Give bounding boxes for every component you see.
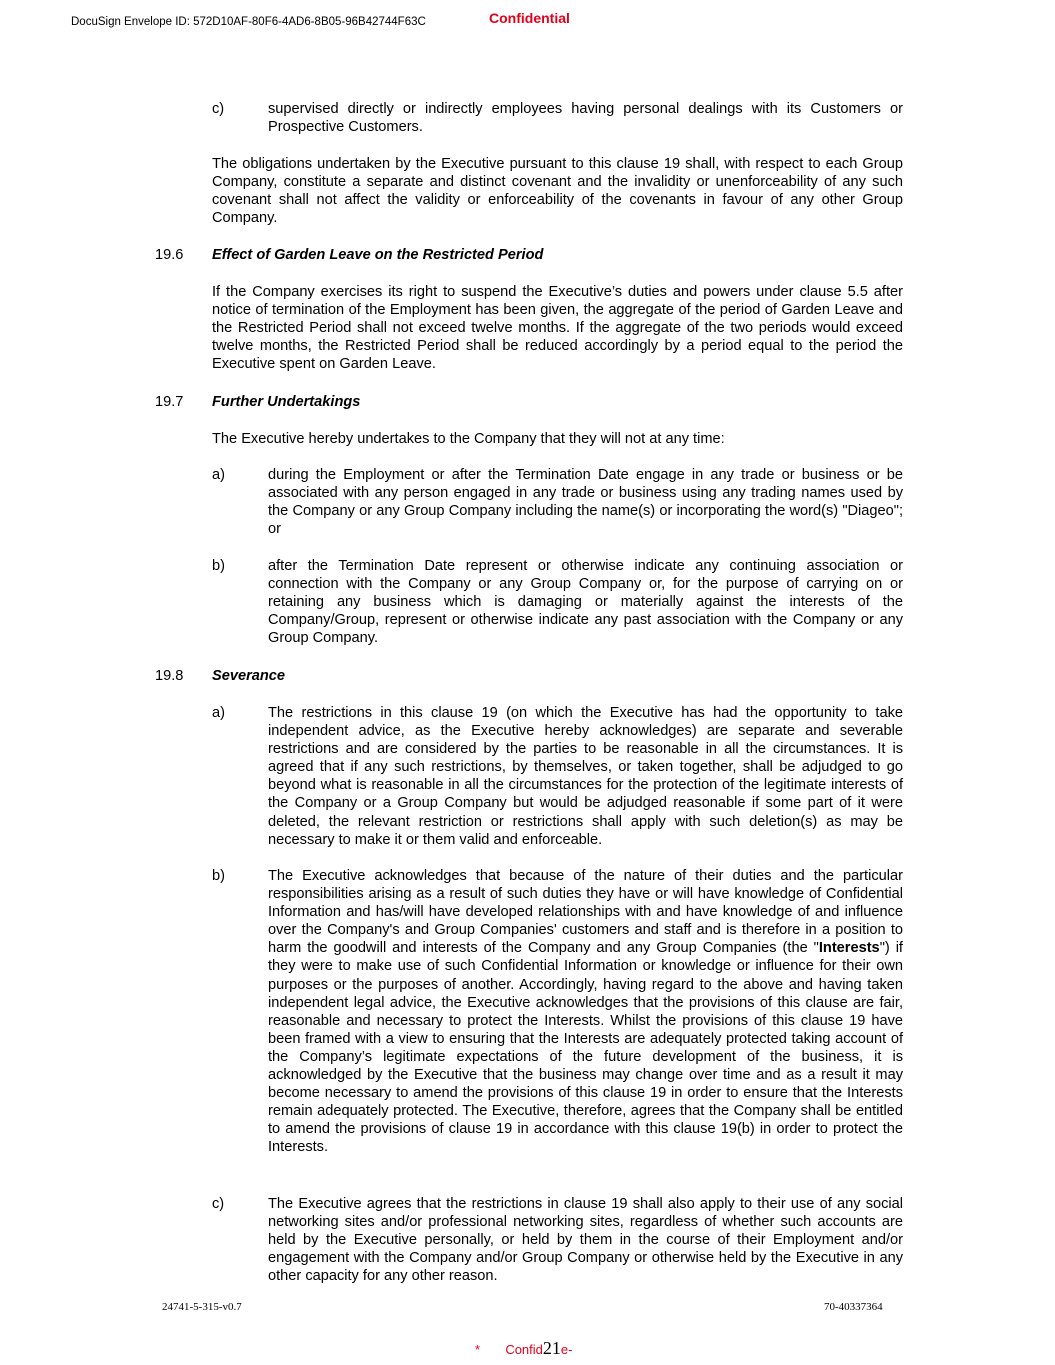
interests-term: Interests bbox=[818, 940, 880, 957]
item-text: supervised directly or indirectly employees having personal dealings with its Customers or Prospective Customers. bbox=[268, 101, 903, 136]
stamp-confidential-part: e- bbox=[560, 1342, 573, 1357]
item-text: after the Termination Date represent or otherwise indicate any continuing association or connection with the Company or any Group Company or, for the purpose of carrying on or retaining any business which is damaging or materially against the interests of the Company/Group, represent or otherwise indicate any past association with the Company or any Group Company. bbox=[268, 558, 903, 647]
docusign-envelope-id: DocuSign Envelope ID: 572D10AF-80F6-4AD6-8B05-96B42744F63C bbox=[71, 16, 426, 28]
item-text bbox=[268, 867, 903, 1157]
item-text: during the Employment or after the Termination Date engage in any trade or business or be associated with any person engaged in any trade or business using any trading names used by the Company or any Group Company including the name(s) or incorporating the word(s) "Diageo"; or bbox=[268, 467, 903, 538]
document-reference-left: 24741-5-315-v0.7 bbox=[162, 1301, 242, 1313]
section-title: Further Undertakings bbox=[212, 394, 361, 410]
document-reference-right: 70-40337364 bbox=[824, 1301, 883, 1313]
stamp-star: * bbox=[475, 1342, 481, 1357]
section-title: Severance bbox=[212, 668, 286, 684]
confidential-footer-stamp bbox=[475, 1338, 572, 1359]
section-number: 19.7 bbox=[155, 394, 184, 410]
page-number: 21 bbox=[542, 1338, 561, 1358]
item-label: c) bbox=[212, 1196, 225, 1212]
item-label: a) bbox=[212, 467, 225, 483]
item-label: b) bbox=[212, 558, 225, 574]
undertakings-intro: The Executive hereby undertakes to the Company that they will not at any time: bbox=[212, 431, 725, 447]
garden-leave-paragraph: If the Company exercises its right to suspend the Executive’s duties and powers under clause 5.5 after notice of termination of the Employment has been given, the aggregate of the period of Garden Leave and the Restricted Period shall not exceed twelve months. If the aggregate of the two periods would exceed twelve months, the Restricted Period shall be reduced accordingly by a period equal to the period the Executive spent on Garden Leave. bbox=[212, 284, 903, 373]
item-text: The restrictions in this clause 19 (on which the Executive has had the opportunity to take independent advice, as the Executive hereby acknowledges) are separate and severable restrictions and are considered by the parties to be reasonable in all the circumstances. It is agreed that if any such restrictions, by themselves, or taken together, shall be adjudged to go beyond what is reasonable in all the circumstances for the protection of the legitimate interests of the Company or a Group Company but would be adjudged reasonable if some part of it were deleted, the relevant restriction or restrictions shall apply with such deletion(s) as may be necessary to make it or them valid and enforceable. bbox=[268, 705, 903, 848]
item-label: a) bbox=[212, 705, 225, 721]
item-label: b) bbox=[212, 868, 225, 884]
item-text: The Executive agrees that the restrictions in clause 19 shall also apply to their use of any social networking sites and/or professional networking sites, regardless of whether such accounts are held by the Executive personally, or held by them in the course of their Employment and/or engagement with the Company and/or Group Company or otherwise held by the Executive in any other capacity for any other reason. bbox=[268, 1196, 903, 1285]
stamp-confidential-part: Confid bbox=[505, 1342, 543, 1357]
item-text-part: The Executive acknowledges that because of the nature of their duties and the particular responsibilities arising as a result of such duties they have or will have knowledge of Confidential Information and has/will have developed relationships with and have knowledge of and influence over the Company's and Group Companies' customers and staff and is therefore in a position to harm the goodwill and interests of the Company and any Group Companies (the " bbox=[268, 868, 903, 957]
obligations-paragraph: The obligations undertaken by the Executive pursuant to this clause 19 shall, with respect to each Group Company, constitute a separate and distinct covenant and the invalidity or unenforceability of any such covenant shall not affect the validity or enforceability of the covenants in favour of any other Group Company. bbox=[212, 156, 903, 227]
section-number: 19.8 bbox=[155, 668, 184, 684]
item-label: c) bbox=[212, 101, 225, 117]
section-number: 19.6 bbox=[155, 247, 184, 263]
section-title: Effect of Garden Leave on the Restricted Period bbox=[212, 247, 544, 263]
confidential-header: Confidential bbox=[489, 10, 570, 26]
item-text-part: ") if they were to make use of such Confidential Information or knowledge or influence for their own purposes or the purposes of another. Accordingly, having regard to the above and having taken independent legal advice, the Executive acknowledges that the provisions of this clause are fair, reasonable and necessary to protect the Interests. Whilst the provisions of this clause 19 have been framed with a view to ensuring that the Interests are adequately protected taking account of the Company’s legitimate expectations of the future development of the business, it is acknowledged by the Executive that the business may change over time and as a result it may become necessary to amend the provisions of this clause 19 in order to ensure that the Interests remain adequately protected. The Executive, therefore, agrees that the Company shall be entitled to amend the provisions of clause 19 in accordance with this clause 19(b) in order to protect the Interests. bbox=[268, 940, 903, 1156]
